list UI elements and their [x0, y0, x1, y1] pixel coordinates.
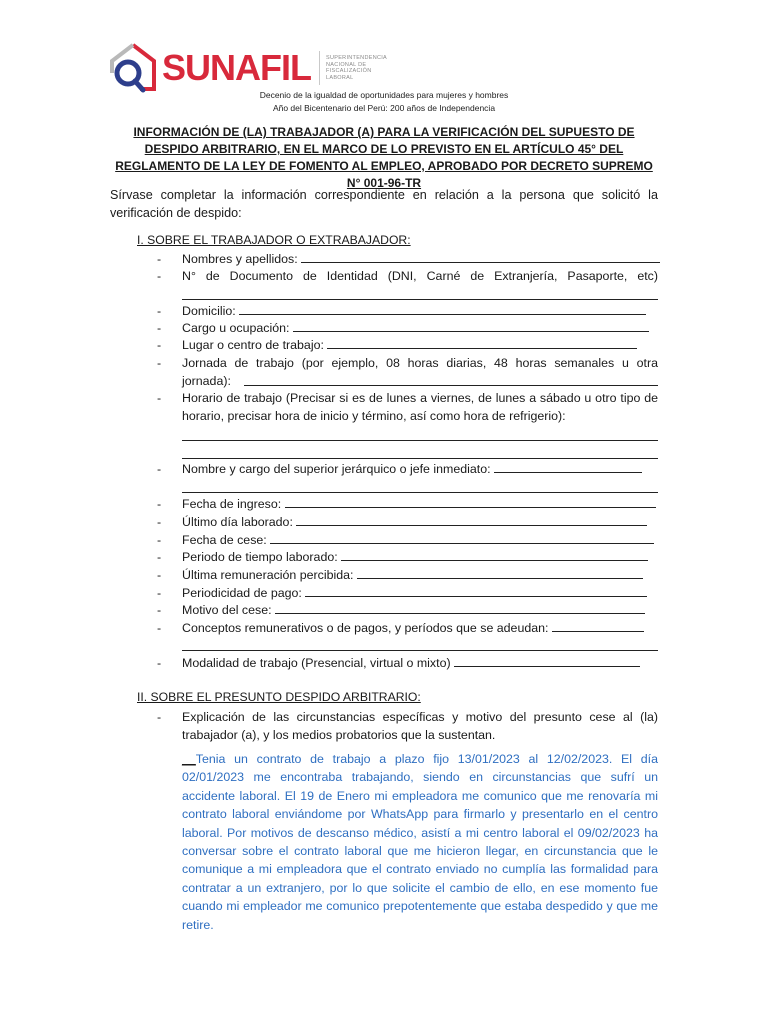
field-label: Fecha de ingreso: [182, 497, 282, 511]
field-motivo[interactable] [182, 602, 658, 620]
bullet-dash: - [157, 321, 162, 335]
blank-line [182, 458, 658, 459]
sunafil-logo [110, 38, 387, 98]
bullet-dash: - [157, 252, 162, 266]
field-ultimo-dia[interactable] [182, 514, 658, 532]
field-label: Modalidad de trabajo (Presencial, virtual o mixto) [182, 656, 451, 670]
blank-line [494, 461, 642, 473]
field-label: Último día laborado: [182, 515, 293, 529]
blank-line [182, 492, 658, 493]
field-label: Lugar o centro de trabajo: [182, 338, 324, 352]
field-domicilio[interactable] [182, 303, 658, 321]
magnifier-house-icon [110, 43, 156, 93]
bullet-dash: - [157, 586, 162, 600]
blank-line [357, 567, 643, 579]
answer-text[interactable] [182, 750, 658, 934]
field-label: Última remuneración percibida: [182, 568, 354, 582]
field-ingreso[interactable] [182, 496, 658, 514]
field-label: Periodo de tiempo laborado: [182, 550, 338, 564]
field-remuneracion[interactable] [182, 567, 658, 585]
explicacion-text: Explicación de las circunstancias específicas y motivo del presunto cese al (la) trabajador (a), y los medios probatorios que la sustentan. [182, 710, 658, 742]
blank-line [341, 549, 648, 561]
field-cese[interactable] [182, 532, 658, 550]
field-label: Periodicidad de pago: [182, 586, 302, 600]
blank-line [182, 299, 658, 300]
section-1-heading: I. SOBRE EL TRABAJADOR O EXTRABAJADOR: [137, 233, 411, 247]
bullet-dash: - [157, 462, 162, 476]
answer-lead: __ [182, 752, 196, 766]
field-label: Jornada de trabajo (por ejemplo, 08 horas diarias, 48 horas semanales u otra jornada): [182, 356, 658, 388]
bullet-dash: - [157, 391, 162, 405]
document-title: INFORMACIÓN DE (LA) TRABAJADOR (A) PARA LA VERIFICACIÓN DEL SUPUESTO DE DESPIDO ARBITRARIO, EN EL MARCO DE LO PREVISTO EN EL ARTÍCULO 45° DEL REGLAMENTO DE LA LEY DE FOMENTO AL EMPLEO, APROBADO POR DECRETO SUPREMO N° 001-96-TR [115, 125, 653, 190]
blank-line [454, 655, 640, 667]
blank-line [182, 440, 658, 441]
blank-line [552, 620, 644, 632]
blank-line [270, 532, 654, 544]
brand-name: SUNAFIL [162, 47, 311, 88]
bullet-dash: - [157, 710, 162, 724]
field-label: Cargo u ocupación: [182, 321, 290, 335]
intro-paragraph: Sírvase completar la información correspondiente en relación a la persona que solicitó la verificación de despido: [110, 188, 658, 220]
field-superior[interactable] [182, 461, 658, 479]
blank-line [293, 320, 649, 332]
blank-line [301, 251, 660, 263]
bullet-dash: - [157, 568, 162, 582]
bullet-dash: - [157, 304, 162, 318]
bullet-dash: - [157, 533, 162, 547]
field-label: Horario de trabajo (Precisar si es de lunes a viernes, de lunes a sábado u otro tipo de horario, precisar hora de inicio y término, así como hora de refrigerio): [182, 391, 658, 423]
field-periodo[interactable] [182, 549, 658, 567]
bullet-dash: - [157, 550, 162, 564]
field-label: Conceptos remunerativos o de pagos, y períodos que se adeudan: [182, 621, 549, 635]
year-text: Año del Bicentenario del Perú: 200 años de Independencia [272, 103, 496, 113]
brand-subtitle: SUPERINTENDENCIA NACIONAL DE FISCALIZACIÓN LABORAL [326, 55, 388, 81]
field-label: Nombre y cargo del superior jerárquico o jefe inmediato: [182, 462, 491, 476]
blank-line [244, 385, 658, 386]
section-2-heading: II. SOBRE EL PRESUNTO DESPIDO ARBITRARIO: [137, 690, 421, 704]
bullet-dash: - [157, 603, 162, 617]
field-label: Domicilio: [182, 304, 236, 318]
field-cargo[interactable] [182, 320, 658, 338]
bullet-dash: - [157, 497, 162, 511]
field-label: Nombres y apellidos: [182, 252, 298, 266]
blank-line [275, 602, 645, 614]
bullet-dash: - [157, 656, 162, 670]
field-periodicidad[interactable] [182, 585, 658, 603]
logo-divider [319, 51, 320, 85]
field-label: Motivo del cese: [182, 603, 272, 617]
bullet-dash: - [157, 269, 162, 283]
field-nombres[interactable] [182, 251, 658, 269]
bullet-dash: - [157, 621, 162, 635]
field-conceptos[interactable] [182, 620, 658, 638]
field-modalidad[interactable] [182, 655, 658, 673]
blank-line [285, 496, 656, 508]
answer-body: Tenia un contrato de trabajo a plazo fijo 13/01/2023 al 12/02/2023. El día 02/01/2023 me encontraba trabajando, siendo en circunstancias que sufrí un accidente laboral. El 19 de Enero mi empleadora me comunico que me renovaría mi contrato laboral enviándome por WhatsApp para firmarlo y presentarlo en el centro laboral. Por motivos de descanso médico, asistí a mi centro laboral el 09/02/2023 ha conversar sobre el contrato laboral que me hicieron llegar, en circunstancia que le comunique a mi empleadora que el contrato enviado no cumplía las formalidad para contratar a un extranjero, por lo que solicite el cambio de ello, en ese momento fue cuando mi empleador me comunico prepotentemente que estaba despedido y que me retire. [182, 752, 658, 932]
field-label: Fecha de cese: [182, 533, 267, 547]
field-label: N° de Documento de Identidad (DNI, Carné de Extranjería, Pasaporte, etc) [182, 269, 658, 283]
field-horario[interactable] [182, 390, 658, 425]
blank-line [239, 303, 646, 315]
blank-line [305, 585, 647, 597]
blank-line [296, 514, 647, 526]
bullet-dash: - [157, 356, 162, 370]
blank-line [182, 650, 658, 651]
bullet-dash: - [157, 338, 162, 352]
decade-text: Decenio de la igualdad de oportunidades para mujeres y hombres [259, 90, 509, 100]
field-documento[interactable] [182, 268, 658, 286]
bullet-dash: - [157, 515, 162, 529]
blank-line [327, 337, 637, 349]
field-lugar[interactable] [182, 337, 658, 355]
